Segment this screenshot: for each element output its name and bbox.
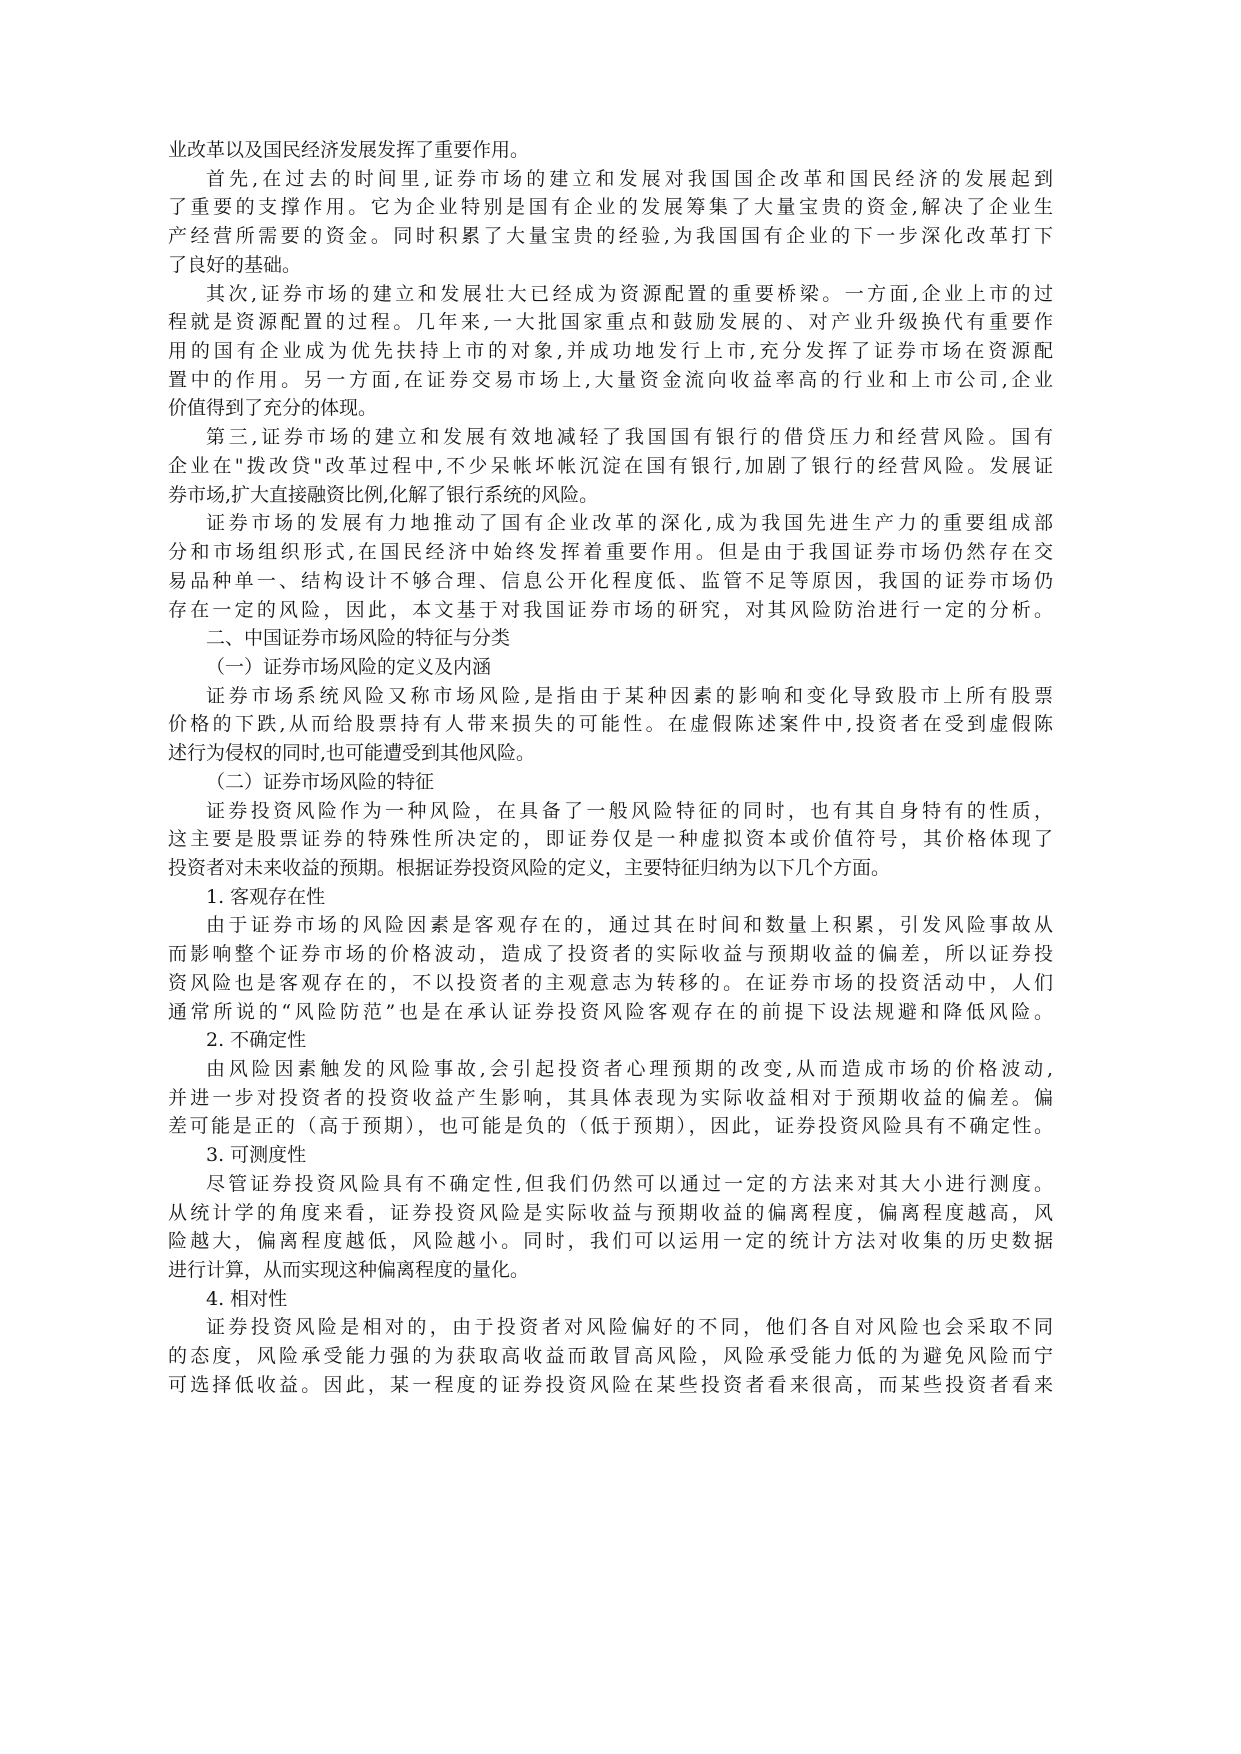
paragraph-line: 差可能是正的（高于预期），也可能是负的（低于预期），因此，证券投资风险具有不确定性。 [168, 1115, 1053, 1138]
paragraph-line: 的态度，风险承受能力强的为获取高收益而敢冒高风险，风险承受能力低的为避免风险而宁 [168, 1345, 1053, 1368]
paragraph-line: 分和市场组织形式,在国民经济中始终发挥着重要作用。但是由于我国证券市场仍然存在交 [168, 541, 1053, 564]
paragraph-line: 程就是资源配置的过程。几年来,一大批国家重点和鼓励发展的、对产业升级换代有重要作 [168, 311, 1053, 334]
paragraph-line: 了良好的基础。 [168, 253, 302, 276]
paragraph-line: 证券投资风险是相对的，由于投资者对风险偏好的不同，他们各自对风险也会采取不同 [206, 1316, 1053, 1339]
paragraph-line: 证券投资风险作为一种风险，在具备了一般风险特征的同时，也有其自身特有的性质， [206, 799, 1053, 822]
paragraph-line: 投资者对未来收益的预期。根据证券投资风险的定义，主要特征归纳为以下几个方面。 [168, 856, 891, 879]
paragraph-line: 而影响整个证券市场的价格波动，造成了投资者的实际收益与预期收益的偏差，所以证券投 [168, 943, 1053, 966]
paragraph-line: 并进一步对投资者的投资收益产生影响，其具体表现为实际收益相对于预期收益的偏差。偏 [168, 1086, 1053, 1109]
paragraph-line: 资风险也是客观存在的，不以投资者的主观意志为转移的。在证券市场的投资活动中，人们 [168, 971, 1053, 994]
paragraph-line: 券市场,扩大直接融资比例,化解了银行系统的风险。 [168, 483, 599, 506]
paragraph-line: 业改革以及国民经济发展发挥了重要作用。 [168, 139, 530, 161]
paragraph [168, 165, 1053, 280]
paragraph-line: 尽管证券投资风险具有不确定性,但我们仍然可以通过一定的方法来对其大小进行测度。 [206, 1172, 1053, 1195]
paragraph-line: 从统计学的角度来看，证券投资风险是实际收益与预期收益的偏离程度，偏离程度越高，风 [168, 1201, 1053, 1224]
feature-heading: 4. 相对性 [206, 1287, 288, 1310]
paragraph-line: 置中的作用。另一方面,在证券交易市场上,大量资金流向收益率高的行业和上市公司,企业 [168, 368, 1053, 391]
paragraph [168, 911, 1053, 1026]
paragraph-line: 价格的下跌,从而给股票持有人带来损失的可能性。在虚假陈述案件中,投资者在受到虚假陈 [168, 713, 1053, 736]
paragraph-line: 通常所说的“风险防范”也是在承认证券投资风险客观存在的前提下设法规避和降低风险。 [168, 1000, 1053, 1023]
paragraph [168, 797, 1053, 883]
feature-heading: 3. 可测度性 [206, 1144, 307, 1167]
paragraph-line: 证券市场的发展有力地推动了国有企业改革的深化,成为我国先进生产力的重要组成部 [206, 512, 1053, 535]
paragraph-line: 这主要是股票证券的特殊性所决定的，即证券仅是一种虚拟资本或价值符号，其价格体现了 [168, 828, 1053, 851]
paragraph-line: 企业在"拨改贷"改革过程中,不少呆帐坏帐沉淀在国有银行,加剧了银行的经营风险。发展证 [168, 454, 1053, 477]
paragraph-line: 易品种单一、结构设计不够合理、信息公开化程度低、监管不足等原因，我国的证券市场仍 [168, 569, 1053, 592]
paragraph-line: 第三,证券市场的建立和发展有效地减轻了我国国有银行的借贷压力和经营风险。国有 [206, 426, 1053, 449]
paragraph [168, 423, 1053, 509]
paragraph [168, 1313, 1053, 1399]
paragraph-line: 可选择低收益。因此，某一程度的证券投资风险在某些投资者看来很高，而某些投资者看来 [168, 1373, 1053, 1396]
feature-heading: 2. 不确定性 [206, 1029, 307, 1052]
feature-heading: 1. 客观存在性 [206, 885, 326, 908]
paragraph [168, 509, 1053, 624]
paragraph [168, 682, 1053, 768]
paragraph-line: 产经营所需要的资金。同时积累了大量宝贵的经验,为我国国有企业的下一步深化改革打下 [168, 225, 1053, 248]
paragraph [168, 1170, 1053, 1285]
paragraph-line: 其次,证券市场的建立和发展壮大已经成为资源配置的重要桥梁。一方面,企业上市的过 [206, 282, 1053, 305]
paragraph [168, 1055, 1053, 1141]
paragraph-line: 由风险因素触发的风险事故,会引起投资者心理预期的改变,从而造成市场的价格波动, [206, 1058, 1053, 1080]
paragraph-line: 存在一定的风险，因此，本文基于对我国证券市场的研究，对其风险防治进行一定的分析。 [168, 598, 1053, 621]
subsection-heading: （一）证券市场风险的定义及内涵 [206, 655, 492, 678]
paragraph-line: 由于证券市场的风险因素是客观存在的，通过其在时间和数量上积累，引发风险事故从 [206, 914, 1053, 937]
paragraph-line: 了重要的支撑作用。它为企业特别是国有企业的发展筹集了大量宝贵的资金,解决了企业生 [168, 196, 1053, 219]
subsection-heading: （二）证券市场风险的特征 [206, 770, 435, 793]
paragraph-line: 首先,在过去的时间里,证券市场的建立和发展对我国国企改革和国民经济的发展起到 [206, 167, 1053, 190]
document-body [168, 136, 1053, 1400]
paragraph-line: 用的国有企业成为优先扶持上市的对象,并成功地发行上市,充分发挥了证券市场在资源配 [168, 340, 1053, 363]
section-heading: 二、中国证券市场风险的特征与分类 [206, 627, 511, 650]
paragraph-line: 证券市场系统风险又称市场风险,是指由于某种因素的影响和变化导致股市上所有股票 [206, 684, 1053, 707]
paragraph-line: 价值得到了充分的体现。 [168, 397, 378, 420]
paragraph [168, 280, 1053, 424]
paragraph-line: 述行为侵权的同时,也可能遭受到其他风险。 [168, 742, 536, 765]
paragraph-line: 进行计算，从而实现这种偏离程度的量化。 [168, 1259, 530, 1282]
paragraph-line: 险越大，偏离程度越低，风险越小。同时，我们可以运用一定的统计方法对收集的历史数据 [168, 1230, 1053, 1253]
